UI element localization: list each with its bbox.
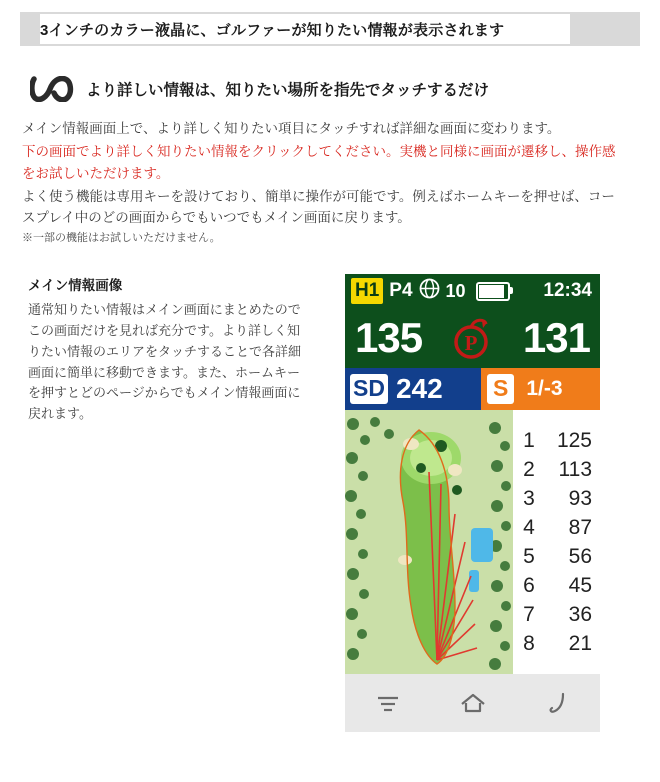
list-item-value: 93 [568, 486, 592, 510]
list-item-value: 36 [568, 602, 592, 626]
list-item[interactable] [513, 542, 600, 571]
target-distance-list[interactable] [513, 410, 600, 674]
home-icon[interactable] [445, 680, 501, 726]
course-hole-map[interactable] [345, 410, 513, 674]
list-item-index: 4 [523, 515, 535, 539]
list-item[interactable] [513, 455, 600, 484]
list-item[interactable] [513, 571, 600, 600]
page-banner [20, 12, 640, 46]
hole-number-badge[interactable]: H1 [351, 278, 383, 304]
sd-panel[interactable] [345, 368, 481, 410]
sd-s-row[interactable] [345, 368, 600, 410]
globe-icon [419, 278, 440, 304]
list-item-value: 87 [568, 515, 592, 539]
list-item[interactable] [513, 600, 600, 629]
list-item-index: 8 [523, 631, 535, 655]
left-column-title: メイン情報画像 [28, 278, 123, 294]
distance-center[interactable]: 131 [522, 314, 590, 362]
distance-row[interactable] [345, 308, 600, 368]
battery-icon [476, 282, 510, 301]
section-heading-label: より詳しい情報は、知りたい場所を指先でタッチするだけ [86, 82, 490, 99]
sd-value: 242 [395, 373, 443, 405]
list-item-index: 5 [523, 544, 535, 568]
status-bar[interactable] [345, 274, 600, 308]
satellite-count: 10 [445, 280, 466, 301]
infinity-logo-icon [30, 76, 74, 102]
course-map-area[interactable] [345, 410, 600, 674]
score-value: 1/-3 [526, 377, 563, 401]
device-bottom-nav[interactable] [345, 674, 600, 732]
section-heading [30, 76, 660, 102]
score-label: S [487, 374, 514, 404]
clock-label[interactable]: 12:34 [543, 280, 592, 302]
list-item[interactable] [513, 426, 600, 455]
list-item-index: 7 [523, 602, 535, 626]
paragraph-2: 下の画面でより詳しく知りたい情報をクリックしてください。実機と同様に画面が遷移し、操作感をお試しいただけます。 [22, 143, 616, 181]
svg-text:P: P [464, 331, 477, 356]
golf-club-icon[interactable] [530, 680, 586, 726]
list-item[interactable] [513, 629, 600, 658]
pin-flag-icon[interactable] [451, 314, 495, 362]
list-item-value: 56 [568, 544, 592, 568]
list-item-value: 113 [558, 457, 592, 481]
score-panel[interactable] [481, 368, 600, 410]
device-preview [345, 274, 600, 732]
menu-lines-icon[interactable] [360, 680, 416, 726]
description-block [22, 118, 622, 248]
left-text-column [0, 274, 345, 425]
list-item-value: 21 [568, 631, 592, 655]
device-screen[interactable] [345, 274, 600, 674]
paragraph-note: ※一部の機能はお試しいただけません。 [22, 232, 221, 245]
distance-front[interactable]: 135 [355, 314, 423, 362]
lower-section [0, 274, 660, 732]
par-label[interactable]: P4 [389, 280, 413, 302]
paragraph-1: メイン情報画面上で、より詳しく知りたい項目にタッチすれば詳細な画面に変わります。 [22, 121, 561, 136]
left-column-body: 通常知りたい情報はメイン画面にまとめたのでこの画面だけを見れば充分です。より詳しく知りたい情報のエリアをタッチすることで各詳細画面に簡単に移動できます。また、ホームキーを押すとどのページからでもメイン情報画面に戻れます。 [28, 302, 302, 422]
sd-label: SD [350, 374, 388, 404]
page-title: 3インチのカラー液晶に、ゴルファーが知りたい情報が表示されます [40, 21, 505, 39]
list-item[interactable] [513, 513, 600, 542]
list-item-index: 1 [523, 428, 535, 452]
list-item-index: 6 [523, 573, 535, 597]
banner-inner [40, 14, 570, 44]
list-item-index: 2 [523, 457, 535, 481]
list-item-value: 125 [556, 428, 592, 452]
list-item[interactable] [513, 484, 600, 513]
list-item-value: 45 [568, 573, 592, 597]
list-item-index: 3 [523, 486, 535, 510]
paragraph-3: よく使う機能は専用キーを設けており、簡単に操作が可能です。例えばホームキーを押せば、コースプレイ中のどの画面からでもいつでもメイン画面に戻ります。 [22, 188, 615, 226]
